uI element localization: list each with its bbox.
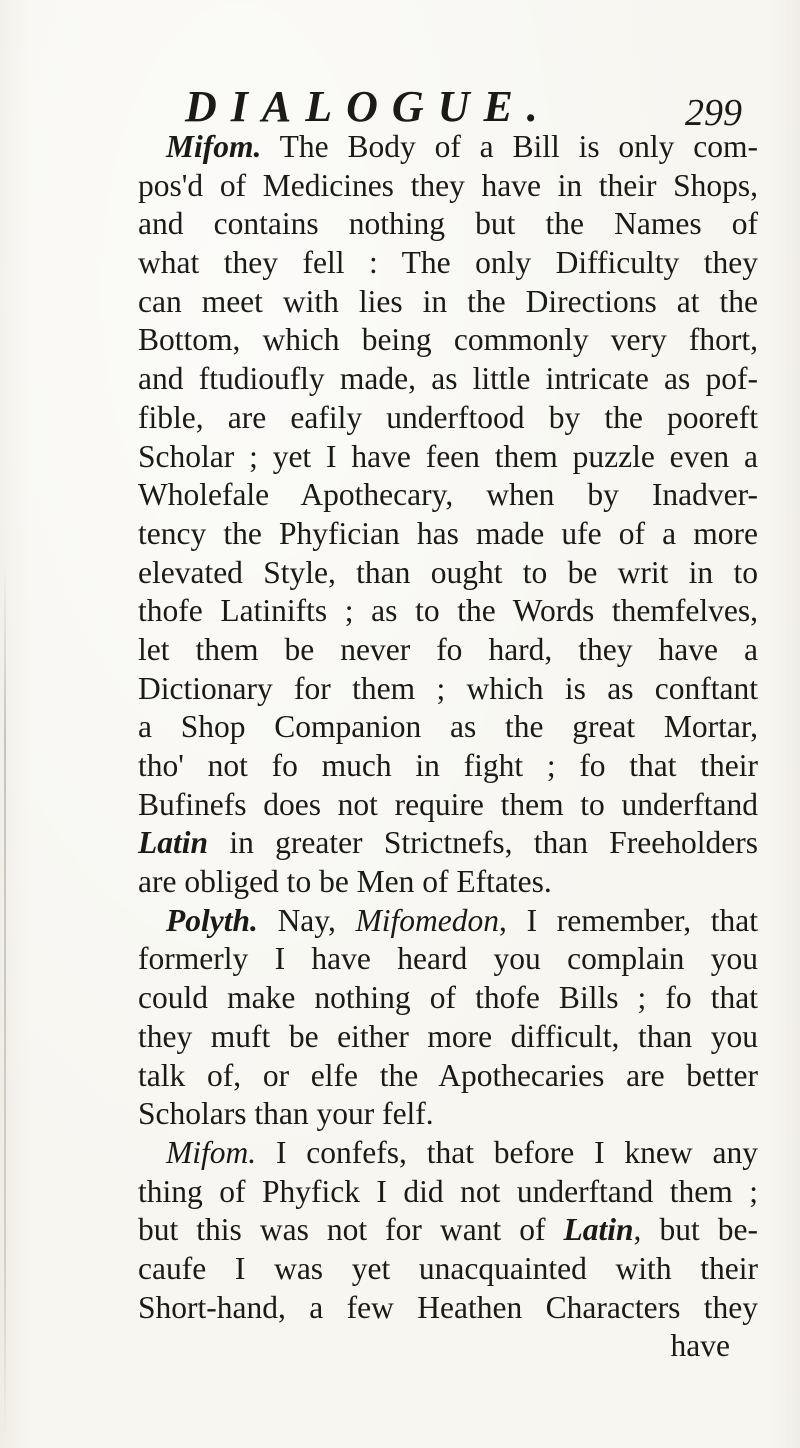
text-line <box>138 786 758 825</box>
text-emphasis: Latin <box>563 1212 634 1248</box>
text-run: a Shop Companion as the great Mortar, <box>138 709 758 745</box>
text-run: elevated Style, than ought to be writ in to <box>138 554 758 590</box>
text-run: Nay, <box>257 902 356 938</box>
text-run: Bufinefs does not require them to underftand <box>138 786 758 822</box>
text-run: and contains nothing but the Names of <box>138 206 758 242</box>
text-line <box>138 979 758 1018</box>
page-number: 299 <box>685 92 742 134</box>
text-line <box>138 321 758 360</box>
text-run: pos'd of Medicines they have in their Shops, <box>138 167 758 203</box>
text-line <box>138 360 758 399</box>
text-line <box>138 205 758 244</box>
text-run: Wholefale Apothecary, when by Inadver- <box>138 477 758 513</box>
text-line <box>138 631 758 670</box>
text-run: but this was not for want of <box>138 1212 564 1248</box>
text-line <box>138 128 758 167</box>
text-line <box>138 554 758 593</box>
text-line <box>138 244 758 283</box>
text-run: let them be never fo hard, they have a <box>138 631 758 667</box>
text-run: thing of Phyfick I did not underftand them ; <box>138 1173 758 1209</box>
text-emphasis: Mifom. <box>166 1134 257 1170</box>
text-line <box>138 940 758 979</box>
text-run: Dictionary for them ; which is as conftant <box>138 670 758 706</box>
text-line <box>138 902 758 941</box>
text-line <box>138 399 758 438</box>
text-line <box>138 167 758 206</box>
text-line <box>138 747 758 786</box>
text-run: tency the Phyfician has made ufe of a more <box>138 515 758 551</box>
running-title: DIALOGUE. <box>185 82 552 131</box>
text-line <box>138 1327 758 1366</box>
text-run: are obliged to be Men of Eftates. <box>138 864 552 900</box>
running-head <box>0 82 800 132</box>
text-run: formerly I have heard you complain you <box>138 941 758 977</box>
text-run: could make nothing of thofe Bills ; fo that <box>138 980 758 1016</box>
text-run: Bottom, which being commonly very fhort, <box>138 322 758 358</box>
text-line <box>138 515 758 554</box>
text-line <box>138 863 758 902</box>
text-run: in greater Strictnefs, than Freeholders <box>208 825 758 861</box>
text-line <box>138 1173 758 1212</box>
text-line <box>138 1289 758 1328</box>
text-line <box>138 824 758 863</box>
text-emphasis: Latin <box>138 825 209 861</box>
text-line <box>138 1211 758 1250</box>
text-line <box>138 708 758 747</box>
text-run: fible, are eafily underftood by the pooreft <box>138 399 758 435</box>
text-run: they muft be either more difficult, than you <box>138 1018 758 1054</box>
text-run: I confefs, that before I knew any <box>256 1134 758 1170</box>
text-line <box>138 1018 758 1057</box>
text-line <box>138 670 758 709</box>
text-run: can meet with lies in the Directions at the <box>138 283 758 319</box>
text-run: tho' not fo much in fight ; fo that their <box>138 748 758 783</box>
text-line <box>138 592 758 631</box>
text-run: and ftudioufly made, as little intricate as pof- <box>138 361 758 397</box>
text-run: thofe Latinifts ; as to the Words themfelves, <box>138 593 758 629</box>
text-run: Scholars than your felf. <box>138 1096 434 1132</box>
text-line <box>138 1250 758 1289</box>
text-emphasis: Mifom. <box>166 129 262 164</box>
text-line <box>138 283 758 322</box>
text-run: have <box>670 1328 730 1364</box>
body-text <box>138 128 758 1366</box>
text-line <box>138 438 758 477</box>
text-run: , but be- <box>633 1212 758 1248</box>
text-run: , I remember, that <box>499 902 758 938</box>
text-run: The Body of a Bill is only com- <box>261 129 758 164</box>
text-line <box>138 1095 758 1134</box>
text-emphasis: Polyth. <box>166 902 258 938</box>
text-line <box>138 476 758 515</box>
page-gutter-shadow <box>4 560 6 1440</box>
text-run: what they fell : The only Difficulty they <box>138 245 758 281</box>
text-run: talk of, or elfe the Apothecaries are better <box>138 1057 758 1093</box>
text-line <box>138 1057 758 1096</box>
text-run: Scholar ; yet I have feen them puzzle even a <box>138 438 758 474</box>
text-run: Short-hand, a few Heathen Characters they <box>138 1289 758 1325</box>
text-run: caufe I was yet unacquainted with their <box>138 1250 758 1286</box>
text-emphasis: Mifomedon <box>355 902 500 938</box>
text-line <box>138 1134 758 1173</box>
